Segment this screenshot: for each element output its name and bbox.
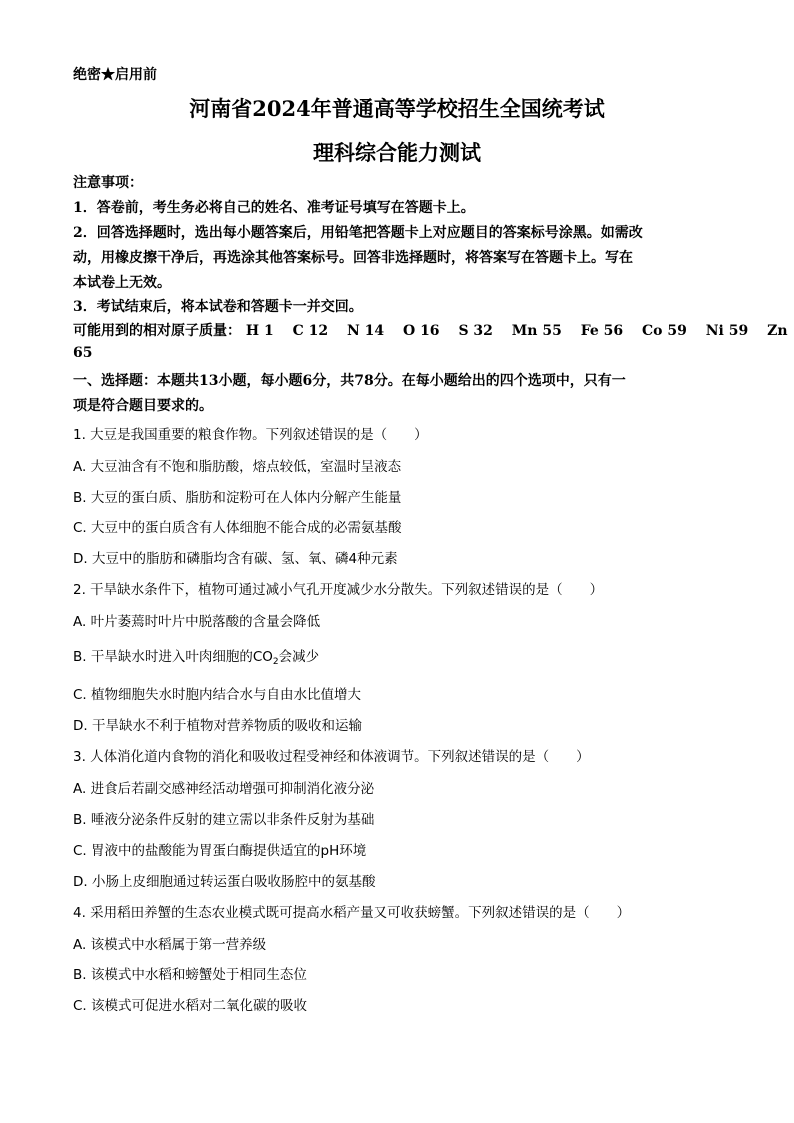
question-2-option-b-text: B. 干旱缺水时进入叶肉细胞的 xyxy=(73,649,253,665)
question-2-option-b xyxy=(73,645,319,667)
question-2-stem: 2. 干旱缺水条件下，植物可通过减小气孔开度减少水分散失。下列叙述错误的是（ ） xyxy=(73,582,604,598)
notice-item-2-line-3: 本试卷上无效。 xyxy=(73,275,171,291)
question-2-option-c: C. 植物细胞失水时胞内结合水与自由水比值增大 xyxy=(73,687,362,703)
question-3-option-b: B. 唾液分泌条件反射的建立需以非条件反射为基础 xyxy=(73,812,375,828)
question-3-option-a: A. 进食后若副交感神经活动增强可抑制消化液分泌 xyxy=(73,781,375,797)
question-1-option-a: A. 大豆油含有不饱和脂肪酸，熔点较低，室温时呈液态 xyxy=(73,459,402,475)
question-1-option-b: B. 大豆的蛋白质、脂肪和淀粉可在人体内分解产生能量 xyxy=(73,490,402,506)
section-heading-line-1: 一、选择题：本题共13小题，每小题6分，共78分。在每小题给出的四个选项中，只有一 xyxy=(73,373,626,389)
atomic-mass-list xyxy=(73,320,794,340)
atomic-mass-wrap: 65 xyxy=(73,345,93,361)
atomic-mass-label: 可能用到的相对原子质量： xyxy=(73,323,241,339)
question-4-option-a: A. 该模式中水稻属于第一营养级 xyxy=(73,937,267,953)
exam-title: 河南省2024年普通高等学校招生全国统考试 xyxy=(189,96,605,121)
notice-item-2-line-1: 2．回答选择题时，选出每小题答案后，用铅笔把答题卡上对应题目的答案标号涂黑。如需改 xyxy=(73,225,643,241)
question-4-option-b: B. 该模式中水稻和螃蟹处于相同生态位 xyxy=(73,967,307,983)
question-2-option-a: A. 叶片萎蔫时叶片中脱落酸的含量会降低 xyxy=(73,614,321,630)
question-2-option-b-tail: 会减少 xyxy=(278,649,320,665)
co2-formula: CO xyxy=(252,649,273,665)
atomic-mass: Zn xyxy=(767,323,788,339)
atomic-mass: Mn 55 xyxy=(511,323,562,339)
notice-item-3: 3．考试结束后，将本试卷和答题卡一并交回。 xyxy=(73,299,363,315)
notice-item-1: 1．答卷前，考生务必将自己的姓名、准考证号填写在答题卡上。 xyxy=(73,200,475,216)
co2-subscript: 2 xyxy=(272,657,279,667)
question-3-option-c: C. 胃液中的盐酸能为胃蛋白酶提供适宜的pH环境 xyxy=(73,843,367,859)
atomic-mass: C 12 xyxy=(292,323,329,339)
atomic-mass: S 32 xyxy=(458,323,493,339)
question-1-stem: 1. 大豆是我国重要的粮食作物。下列叙述错误的是（ ） xyxy=(73,427,428,443)
section-heading-line-2: 项是符合题目要求的。 xyxy=(73,398,213,414)
notice-item-2-line-2: 动，用橡皮擦干净后，再选涂其他答案标号。回答非选择题时，将答案写在答题卡上。写在 xyxy=(73,250,633,266)
atomic-mass: O 16 xyxy=(403,323,440,339)
question-2-option-d: D. 干旱缺水不利于植物对营养物质的吸收和运输 xyxy=(73,718,362,734)
atomic-mass: N 14 xyxy=(346,323,385,339)
secret-mark: 绝密★启用前 xyxy=(73,67,157,83)
question-4-stem: 4. 采用稻田养蟹的生态农业模式既可提高水稻产量又可收获螃蟹。下列叙述错误的是（ ） xyxy=(73,905,631,921)
atomic-mass: Ni 59 xyxy=(705,323,749,339)
atomic-mass: Co 59 xyxy=(642,323,687,339)
exam-subtitle: 理科综合能力测试 xyxy=(313,140,481,165)
question-1-option-d: D. 大豆中的脂肪和磷脂均含有碳、氢、氧、磷4种元素 xyxy=(73,551,398,567)
atomic-mass: H 1 xyxy=(245,323,274,339)
question-3-option-d: D. 小肠上皮细胞通过转运蛋白吸收肠腔中的氨基酸 xyxy=(73,874,376,890)
atomic-mass: Fe 56 xyxy=(580,323,624,339)
question-1-option-c: C. 大豆中的蛋白质含有人体细胞不能合成的必需氨基酸 xyxy=(73,520,402,536)
question-3-stem: 3. 人体消化道内食物的消化和吸收过程受神经和体液调节。下列叙述错误的是（ ） xyxy=(73,749,590,765)
notice-heading: 注意事项： xyxy=(73,175,143,191)
question-4-option-c: C. 该模式可促进水稻对二氧化碳的吸收 xyxy=(73,998,308,1014)
